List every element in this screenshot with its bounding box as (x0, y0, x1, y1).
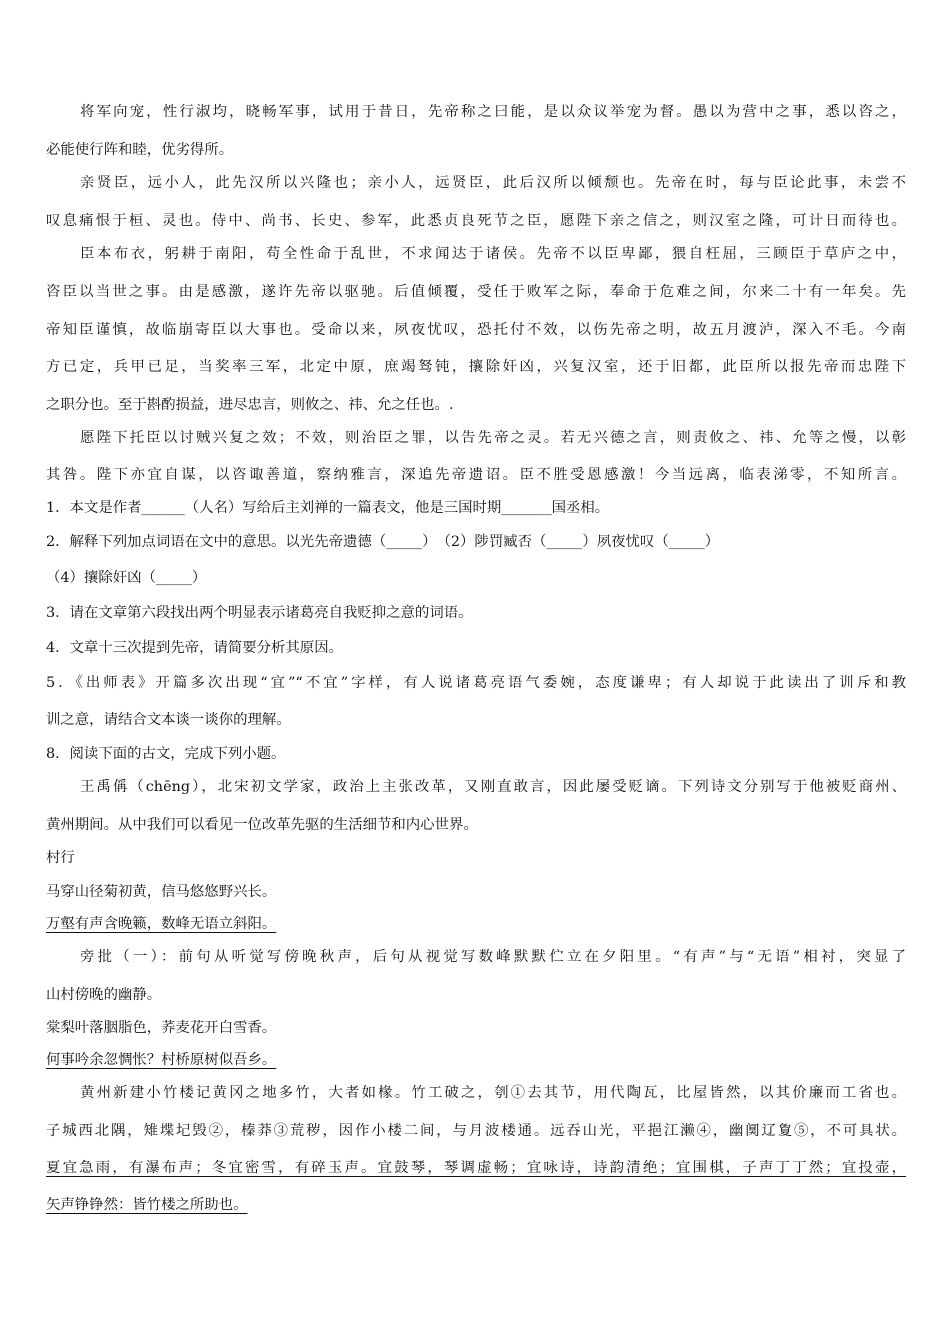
poem-line-underlined: 何事吟余忽惆怅？村桥原树似吾乡。 (46, 1052, 277, 1068)
prose-line-underlined: 矢声铮铮然：皆竹楼之所助也。 (46, 1197, 248, 1213)
poem-line: 马穿山径菊初黄，信马悠悠野兴长。 (46, 884, 277, 900)
passage-line: 亲贤臣，远小人，此先汉所以兴隆也；亲小人，远贤臣，此后汉所以倾颓也。先帝在时，每与臣论此事，未尝不 (80, 175, 906, 191)
passage-line: 其咎。陛下亦宜自谋，以咨诹善道，察纳雅言，深追先帝遗诏。臣不胜受恩感激！今当远离，临表涕零，不知所言。 (46, 467, 906, 483)
passage-line: 方已定，兵甲已足，当奖率三军，北定中原，庶竭驽钝，攘除奸凶，兴复汉室，还于旧都，此臣所以报先帝而忠陛下 (46, 359, 906, 375)
passage-line: 愿陛下托臣以讨贼兴复之效；不效，则治臣之罪，以告先帝之灵。若无兴德之言，则责攸之、祎、允等之慢，以彰 (80, 430, 906, 446)
intro-line: 王禹偁（chēng），北宋初文学家，政治上主张改革，又刚直敢言，因此屡受贬谪。下列诗文分别写于他被贬商州、 (80, 779, 906, 795)
prose-line: 子城西北隅，雉堞圮毁②，榛莽③荒秽，因作小楼二间，与月波楼通。远吞山光，平挹江濑④，幽阒辽夐⑤，不可具状。 (46, 1123, 906, 1139)
passage-line: 必能使行阵和睦，优劣得所。 (46, 142, 234, 158)
question-3: 3．请在文章第六段找出两个明显表示诸葛亮自我贬抑之意的词语。 (46, 605, 473, 621)
poem-line: 棠梨叶落胭脂色，荞麦花开白雪香。 (46, 1020, 277, 1036)
poem-title: 村行 (46, 850, 75, 866)
prose-line: 黄州新建小竹楼记黄冈之地多竹，大者如椽。竹工破之，刳①去其节，用代陶瓦，比屋皆然，以其价廉而工省也。 (80, 1085, 906, 1101)
intro-line: 黄州期间。从中我们可以看见一位改革先驱的生活细节和内心世界。 (46, 817, 478, 833)
question-1: 1．本文是作者______（人名）写给后主刘禅的一篇表文，他是三国时期_______国丞相。 (46, 500, 610, 516)
passage-line: 帝知臣谨慎，故临崩寄臣以大事也。受命以来，夙夜忧叹，恐托付不效，以伤先帝之明，故五月渡泸，深入不毛。今南 (46, 322, 906, 338)
side-note-line: 旁批（一）：前句从听觉写傍晚秋声，后句从视觉写数峰默默伫立在夕阳里。“有声”与“无语”相衬，突显了 (80, 949, 906, 965)
passage-line: 叹息痛恨于桓、灵也。侍中、尚书、长史、参军，此悉贞良死节之臣，愿陛下亲之信之，则汉室之隆，可计日而待也。 (46, 213, 906, 229)
side-note-line: 山村傍晚的幽静。 (46, 987, 162, 1003)
question-4: 4．文章十三次提到先帝，请简要分析其原因。 (46, 640, 343, 656)
passage-line: 将军向宠，性行淑均，晓畅军事，试用于昔日，先帝称之曰能，是以众议举宠为督。愚以为营中之事，悉以咨之， (80, 104, 906, 120)
question-2-item-4: （4）攘除奸凶（_____） (46, 570, 207, 586)
question-8-heading: 8．阅读下面的古文，完成下列小题。 (46, 746, 286, 762)
question-5-cont: 训之意，请结合文本谈一谈你的理解。 (46, 712, 291, 728)
poem-line-underlined: 万壑有声含晚籁，数峰无语立斜阳。 (46, 916, 277, 932)
question-5: 5．《出师表》开篇多次出现“宜”“不宜”字样，有人说诸葛亮语气委婉，态度谦卑；有人却说于此读出了训斥和教 (46, 675, 906, 691)
passage-line: 咨臣以当世之事。由是感激，遂许先帝以驱驰。后值倾覆，受任于败军之际，奉命于危难之间，尔来二十有一年矣。先 (46, 284, 906, 300)
passage-line: 臣本布衣，躬耕于南阳，苟全性命于乱世，不求闻达于诸侯。先帝不以臣卑鄙，猥自枉屈，三顾臣于草庐之中， (80, 246, 906, 262)
prose-line-underlined: 夏宜急雨，有瀑布声；冬宜密雪，有碎玉声。宜鼓琴，琴调虚畅；宜咏诗，诗韵清绝；宜围棋，子声丁丁然；宜投壶， (46, 1160, 906, 1176)
passage-line: 之职分也。至于斟酌损益，进尽忠言，则攸之、祎、允之任也。. (46, 397, 454, 413)
question-2: 2．解释下列加点词语在文中的意思。以光先帝遗德（_____） （2）陟罚臧否（_____）夙夜忧叹（_____） (46, 534, 720, 550)
